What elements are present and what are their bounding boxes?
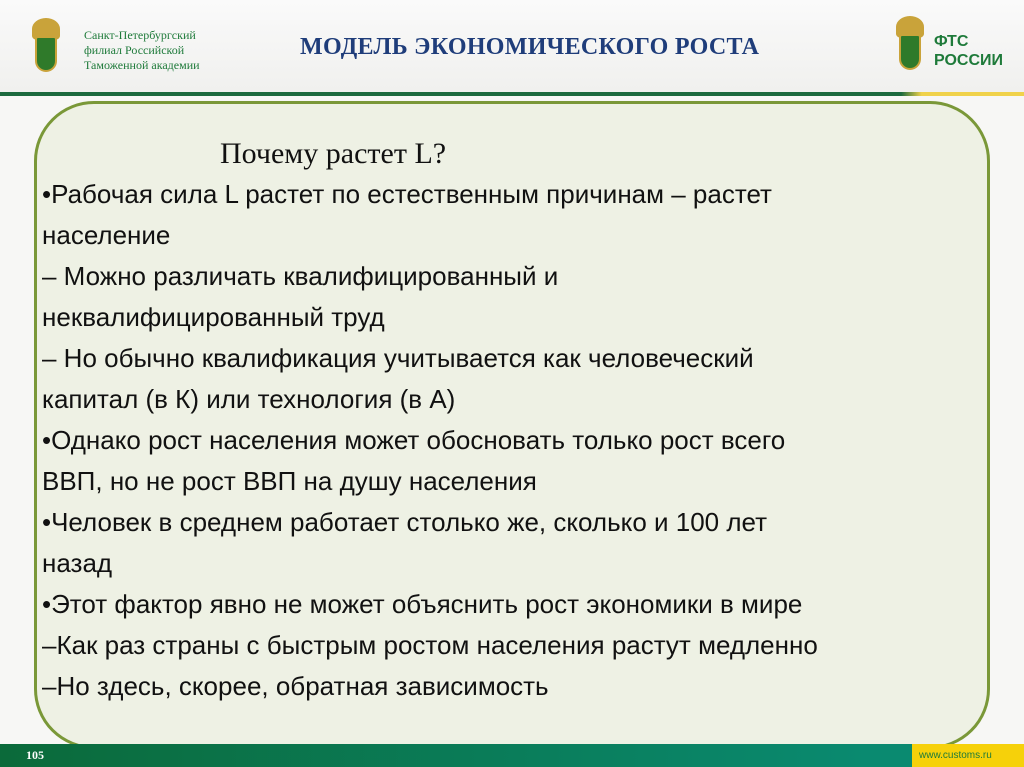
- academy-line: филиал Российской: [84, 43, 185, 57]
- academy-line: Таможенной академии: [84, 58, 200, 72]
- slide-body: [42, 133, 982, 707]
- academy-name: [84, 28, 200, 73]
- question-heading: Почему растет L?: [220, 137, 447, 170]
- website-link[interactable]: www.customs.ru: [912, 744, 1024, 767]
- body-line: ВВП, но не рост ВВП на душу населения: [42, 466, 537, 496]
- body-line: –Как раз страны с быстрым ростом населения растут медленно: [42, 630, 818, 660]
- body-line: •Человек в среднем работает столько же, сколько и 100 лет: [42, 507, 768, 537]
- body-line: капитал (в К) или технология (в А): [42, 384, 456, 414]
- body-line: •Однако рост населения может обосновать только рост всего: [42, 425, 786, 455]
- fts-line: РОССИИ: [934, 52, 1004, 69]
- body-line: –Но здесь, скорее, обратная зависимость: [42, 671, 549, 701]
- fts-emblem-icon: [890, 16, 930, 72]
- slide-header: [0, 0, 1024, 92]
- body-line: – Можно различать квалифицированный и: [42, 261, 559, 291]
- body-line: – Но обычно квалификация учитывается как человеческий: [42, 343, 754, 373]
- fts-logo-text: [934, 32, 1003, 70]
- fts-line: ФТС: [934, 33, 969, 50]
- academy-line: Санкт-Петербургский: [84, 28, 196, 42]
- academy-emblem-icon: [26, 18, 66, 74]
- body-line: назад: [42, 548, 113, 578]
- slide-title: МОДЕЛЬ ЭКОНОМИЧЕСКОГО РОСТА: [300, 34, 760, 60]
- header-divider: [0, 92, 1024, 96]
- body-line: неквалифицированный труд: [42, 302, 385, 332]
- body-line: •Этот фактор явно не может объяснить рост экономики в мире: [42, 589, 803, 619]
- body-line: •Рабочая сила L растет по естественным причинам – растет: [42, 179, 772, 209]
- page-number: 105: [26, 748, 44, 762]
- slide-footer: [0, 744, 1024, 767]
- body-line: население: [42, 220, 171, 250]
